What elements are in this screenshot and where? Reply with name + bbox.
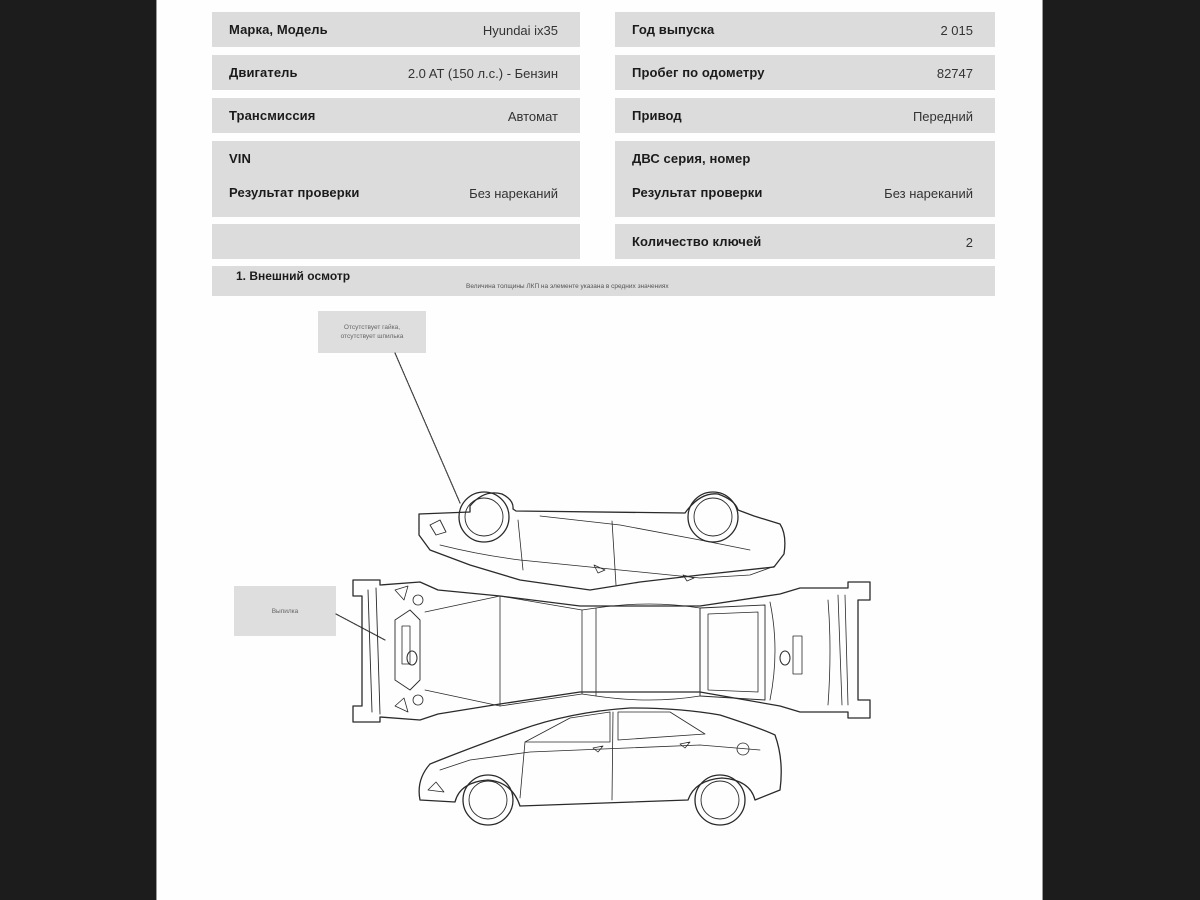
section-title: 1. Внешний осмотр <box>236 269 351 283</box>
engine-label: Двигатель <box>229 65 298 80</box>
make-model-label: Марка, Модель <box>229 22 328 37</box>
car-side-view-bottom <box>419 708 781 825</box>
mileage-value: 82747 <box>936 66 973 81</box>
car-side-view-top <box>419 492 785 590</box>
vin-check-label: Результат проверки <box>229 185 360 200</box>
vin-label: VIN <box>229 151 251 166</box>
drive-label: Привод <box>632 108 682 123</box>
callout-dent-text: Выпилка <box>271 607 299 615</box>
report-page <box>156 0 1043 900</box>
callout-missing-nut-text: Отсутствует гайка, отсутствует шпилька <box>340 324 404 340</box>
section-note: Величина толщины ЛКП на элементе указана в средних значениях <box>466 283 669 290</box>
keys-value: 2 <box>965 235 973 250</box>
callout-leader-lines <box>336 353 460 640</box>
vin-check-value: Без нареканий <box>469 186 558 201</box>
engine-value: 2.0 AT (150 л.с.) - Бензин <box>407 66 558 81</box>
transmission-value: Автомат <box>507 109 558 124</box>
engine-number-label: ДВС серия, номер <box>632 151 751 166</box>
keys-label: Количество ключей <box>632 234 762 249</box>
mileage-label: Пробег по одометру <box>632 65 765 80</box>
year-value: 2 015 <box>940 23 973 38</box>
make-model-value: Hyundai ix35 <box>482 23 558 38</box>
drive-value: Передний <box>912 109 973 124</box>
engine-check-value: Без нареканий <box>884 186 973 201</box>
engine-check-label: Результат проверки <box>632 185 763 200</box>
transmission-label: Трансмиссия <box>229 108 316 123</box>
year-label: Год выпуска <box>632 22 715 37</box>
car-top-view <box>353 580 870 722</box>
car-damage-diagram <box>157 0 1044 900</box>
